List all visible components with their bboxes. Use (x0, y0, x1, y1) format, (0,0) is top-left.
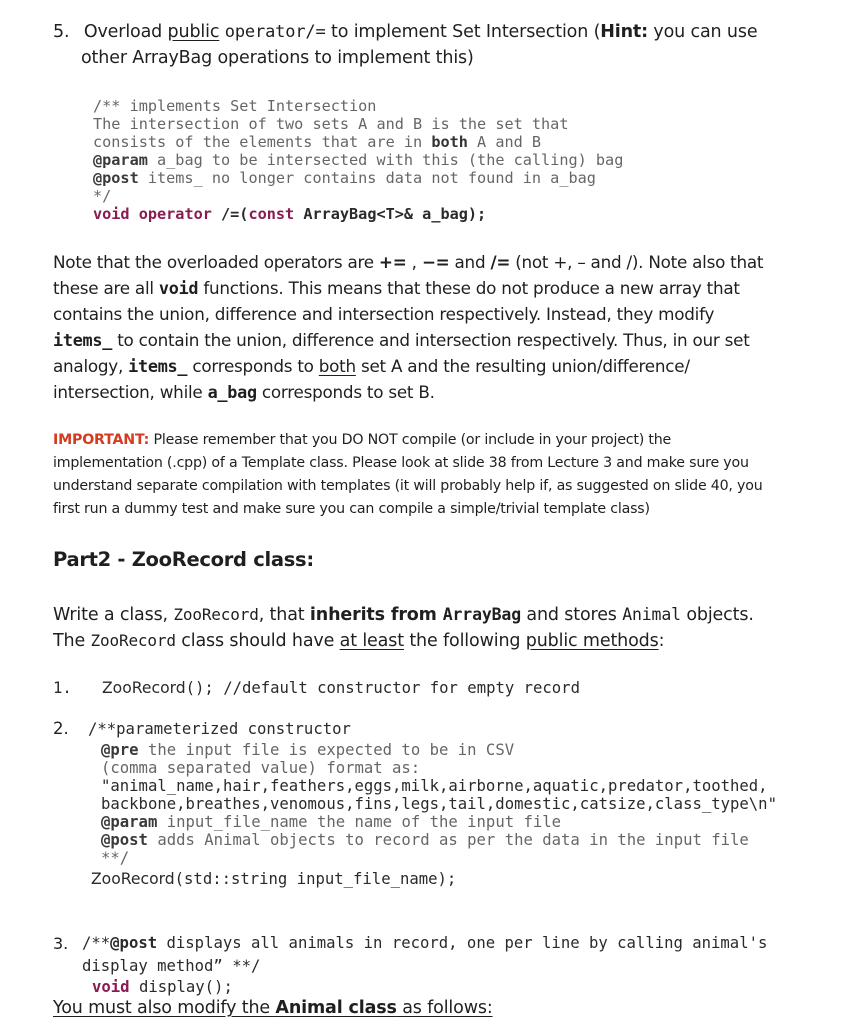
note-line: contains the union, difference and intersection respectively. Instead, they modify (53, 304, 715, 324)
display-signature: void display(); (92, 978, 233, 996)
part2-heading: Part2 - ZooRecord class: (53, 548, 314, 571)
important-line: implementation (.cpp) of a Template class. Please look at slide 38 from Lecture 3 and make sure you (53, 455, 749, 471)
q5-number: 5. (53, 22, 70, 42)
code-comment-line: @param input_file_name the name of the input file (101, 813, 562, 831)
list-number: 3. (53, 934, 69, 953)
final-instruction: You must also modify the Animal class as follows: (53, 998, 493, 1018)
note-line: these are all void functions. This means that these do not produce a new array that (53, 278, 740, 298)
part2-intro-line: The ZooRecord class should have at least the following public methods: (53, 631, 665, 651)
note-line: analogy, items_ corresponds to both set A and the resulting union/difference/ (53, 356, 690, 376)
important-line: first run a dummy test and make sure you can compile a simple/trivial template class) (53, 501, 650, 517)
important-line: IMPORTANT: Please remember that you DO NOT compile (or include in your project) the (53, 432, 672, 448)
code-comment-line: (comma separated value) format as: (101, 759, 421, 777)
q5-line2: other ArrayBag operations to implement this) (81, 48, 474, 68)
param-constructor-line: ZooRecord(std::string input_file_name); (91, 870, 457, 888)
code-comment-line: **/ (101, 849, 130, 867)
part2-intro-line: Write a class, ZooRecord, that inherits from ArrayBag and stores Animal objects. (53, 605, 754, 625)
important-label: IMPORTANT: (53, 432, 150, 448)
display-comment-line: /**@post displays all animals in record, one per line by calling animal's (82, 934, 768, 952)
code-comment-line: "animal_name,hair,feathers,eggs,milk,airborne,aquatic,predator,toothed, (101, 777, 768, 795)
code-comment-line: @post items_ no longer contains data not found in a_bag (93, 169, 596, 187)
code-comment-line: The intersection of two sets A and B is the set that (93, 115, 569, 133)
list-number: 2. (53, 719, 69, 738)
code-signature: void operator /=(const ArrayBag<T>& a_bag); (93, 205, 487, 223)
code-comment-line: @post adds Animal objects to record as per the data in the input file (101, 831, 749, 849)
code-comment-line: backbone,breathes,venomous,fins,legs,tail,domestic,catsize,class_type\n" (101, 795, 777, 813)
note-line: items_ to contain the union, difference and intersection respectively. Thus, in our set (53, 330, 750, 350)
important-line: understand separate compilation with templates (it will probably help if, as suggested on slide 40, you (53, 478, 763, 494)
note-line: Note that the overloaded operators are += , −= and /= (not +, – and /). Note also that (53, 252, 764, 272)
code-comment-line: /** implements Set Intersection (93, 97, 377, 115)
code-comment-line: */ (93, 187, 112, 205)
code-comment-line: @param a_bag to be intersected with this (the calling) bag (93, 151, 624, 169)
q5-line1: 5. Overload public operator/= to implement Set Intersection (Hint: you can use (53, 22, 758, 42)
code-comment-line: consists of the elements that are in both A and B (93, 133, 542, 151)
code-comment-line: /**parameterized constructor (88, 720, 351, 738)
code-comment-line: @pre the input file is expected to be in CSV (101, 741, 515, 759)
note-line: intersection, while a_bag corresponds to set B. (53, 382, 435, 402)
display-comment-line: display method” **/ (82, 957, 261, 975)
list-number: 1. (53, 679, 72, 697)
default-constructor-line: ZooRecord(); //default constructor for empty record (102, 679, 580, 697)
